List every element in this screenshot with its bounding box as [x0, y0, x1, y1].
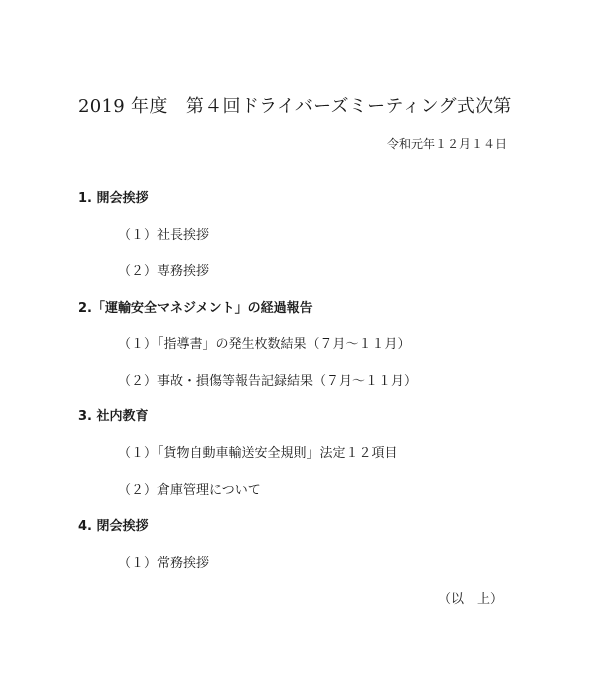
list-item-warehouse-management: （２）倉庫管理について — [118, 483, 261, 498]
list-item-president-greeting: （１）社長挨拶 — [118, 228, 210, 243]
list-item-managing-director-greeting: （１）常務挨拶 — [118, 556, 210, 571]
document-title: 2019 年度 第４回ドライバーズミーティング式次第 — [78, 96, 512, 117]
section-heading-education: 3. 社内教育 — [78, 409, 149, 424]
section-heading-safety-report: 2.「運輸安全マネジメント」の経過報告 — [78, 301, 313, 316]
section-heading-closing: 4. 閉会挨拶 — [78, 519, 149, 534]
section-heading-opening: 1. 開会挨拶 — [78, 191, 149, 206]
list-item-director-greeting: （２）専務挨拶 — [118, 264, 210, 279]
closing-mark: （以 上） — [437, 592, 503, 607]
list-item-safety-rules: （１）「貨物自動車輸送安全規則」法定１２項目 — [118, 446, 398, 461]
list-item-guidance-results: （１）「指導書」の発生枚数結果（７月～１１月） — [118, 337, 411, 352]
list-item-accident-results: （２）事故・損傷等報告記録結果（７月～１１月） — [118, 374, 418, 389]
document-date: 令和元年１２月１４日 — [386, 137, 507, 151]
